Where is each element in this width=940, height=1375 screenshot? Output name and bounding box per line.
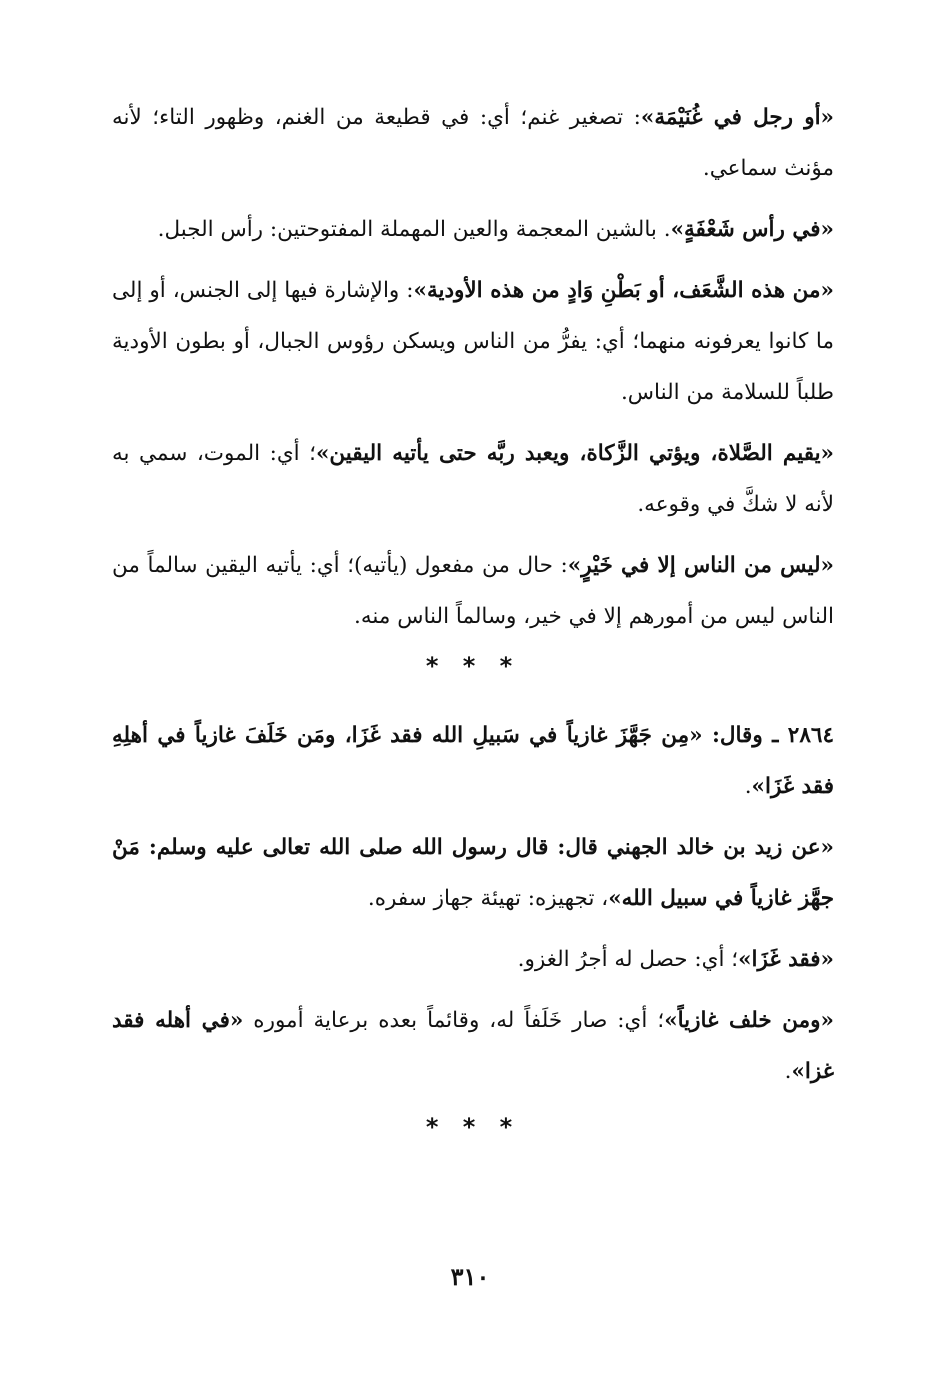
explanation-end: . — [784, 1059, 792, 1084]
quote: «من هذه الشَّعَف، أو بَطْنِ وَادٍ من هذه الأودية» — [413, 278, 834, 303]
explanation: ، تجهيزه: تهيئة جهاز سفره. — [367, 886, 609, 911]
paragraph-prayer — [112, 428, 834, 530]
page-body — [112, 92, 834, 1141]
quote: «عن زيد بن خالد الجهني قال: قال رسول الله صلى الله تعالى عليه وسلم: مَنْ جهَّز غازياً في سبيل الله» — [112, 835, 834, 911]
page-number: ٣١٠ — [450, 1262, 490, 1291]
explanation: : تصغير غنم؛ أي: في قطيعة من الغنم، وظهور التاء؛ لأنه مؤنث سماعي. — [112, 105, 834, 181]
commentary-narrator — [112, 822, 834, 924]
explanation: . بالشين المعجمة والعين المهملة المفتوحتين: رأس الجبل. — [157, 217, 671, 242]
section-separator: * * * — [425, 1113, 521, 1141]
hadith-end: . — [744, 774, 752, 799]
paragraph-khayr — [112, 540, 834, 642]
commentary-ghaza — [112, 934, 834, 985]
paragraph-valleys — [112, 265, 834, 418]
quote: «في رأس شَعْفَةٍ» — [670, 217, 834, 242]
hadith-2864 — [112, 710, 834, 812]
quote: «ليس من الناس إلا في خَيْرٍ» — [567, 553, 834, 578]
paragraph-shafah — [112, 204, 834, 255]
explanation: ؛ أي: حصل له أجرُ الغزو. — [517, 947, 739, 972]
quote: «أو رجل في غُنَيْمَة» — [640, 105, 834, 130]
paragraph-ghunaymah — [112, 92, 834, 194]
quote: «يقيم الصَّلاة، ويؤتي الزَّكاة، ويعبد ربَّه حتى يأتيه اليقين» — [315, 441, 834, 466]
explanation: ؛ أي: صار خَلَفاً له، وقائماً بعده برعاية أموره — [243, 1008, 665, 1033]
section-separator: * * * — [425, 652, 521, 680]
quote: «فقد غَزَا» — [738, 947, 834, 972]
quote: «ومن خلف غازياً» — [664, 1008, 834, 1033]
hadith-text: ٢٨٦٤ ـ وقال: «مِن جَهَّزَ غازياً في سَبيلِ الله فقد غَزَا، ومَن خَلَفَ غازياً في أهلِهِ فقد غَزَا» — [112, 723, 834, 799]
quote: «في أهله فقد غزا» — [112, 1008, 834, 1084]
explanation: : حال من مفعول (يأتيه)؛ أي: يأتيه اليقين سالماً من الناس ليس من أمورهم إلا في خير، وسالماً الناس منه. — [112, 553, 834, 629]
commentary-khalaf — [112, 995, 834, 1097]
explanation: : والإشارة فيها إلى الجنس، أو إلى ما كانوا يعرفونه منهما؛ أي: يفرُّ من الناس ويسكن رؤوس الجبال، أو بطون الأودية طلباً للسلامة من الناس. — [112, 278, 834, 405]
explanation: ؛ أي: الموت، سمي به لأنه لا شكَّ في وقوعه. — [112, 441, 834, 517]
